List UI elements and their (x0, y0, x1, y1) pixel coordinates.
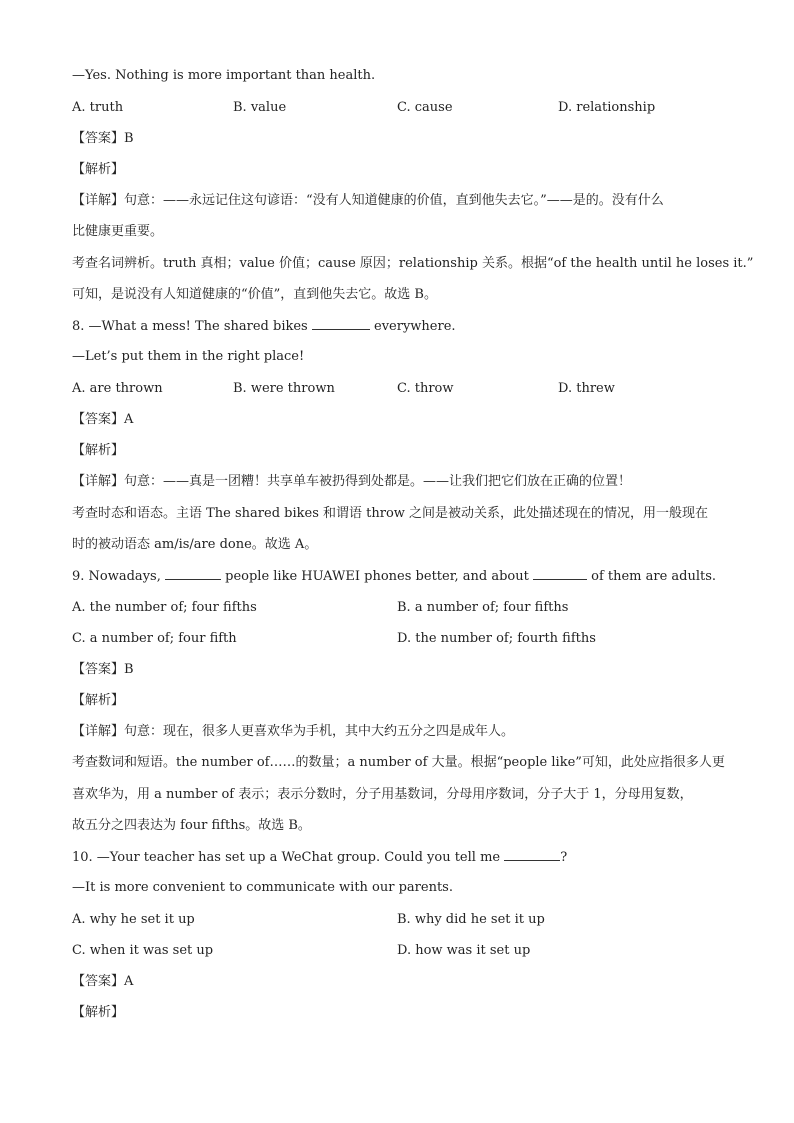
q8-detail-line: 【详解】句意：——真是一团糟！共享单车被扔得到处都是。——让我们把它们放在正确的位置！ (72, 474, 632, 489)
q7-analysis-label: 【解析】 (72, 162, 125, 177)
q8-analysis-label: 【解析】 (72, 443, 125, 458)
q9-detail-line: 喜欢华为，用 a number of 表示；表示分数时，分子用基数词，分母用序数词，分子大于 1，分母用复数， (72, 787, 693, 802)
q10-reply: —It is more convenient to communicate with our parents. (72, 880, 453, 895)
q7-option-c: C. cause (397, 100, 453, 115)
q9-answer: 【答案】B (72, 662, 134, 677)
q8-answer-blank (312, 318, 370, 330)
q10-stem-text: ? (560, 850, 568, 865)
q10-stem-text: 10. —Your teacher has set up a WeChat group. Could you tell me (72, 850, 501, 865)
q9-stem (72, 568, 716, 585)
q10-option-c: C. when it was set up (72, 943, 214, 958)
q10-option-b: B. why did he set it up (397, 912, 545, 927)
q10-answer-blank (504, 849, 560, 861)
q9-option-c: C. a number of; four fifth (72, 631, 237, 646)
q10-stem (72, 849, 567, 866)
q9-detail-line: 考查数词和短语。the number of……的数量；a number of 大量。根据“people like”可知，此处应指很多人更 (72, 755, 725, 770)
q8-stem-text: 8. —What a mess! The shared bikes (72, 319, 308, 334)
q8-option-c: C. throw (397, 381, 454, 396)
q8-stem (72, 318, 456, 335)
q7-detail-line: 可知，是说没有人知道健康的“价值”，直到他失去它。故选 B。 (72, 287, 437, 302)
q8-detail-line: 时的被动语态 am/is/are done。故选 A。 (72, 537, 318, 552)
q9-answer-blank (165, 568, 221, 580)
q7-option-b: B. value (233, 100, 287, 115)
q10-answer: 【答案】A (72, 974, 134, 989)
q8-option-a: A. are thrown (72, 381, 163, 396)
q9-stem-text: 9. Nowadays, (72, 569, 161, 584)
q7-detail-line: 比健康更重要。 (72, 224, 164, 239)
q7-detail-line: 考查名词辨析。truth 真相；value 价值；cause 原因；relationship 关系。根据“of the health until he loses it.” (72, 256, 754, 271)
q10-analysis-label: 【解析】 (72, 1005, 125, 1020)
q7-option-d: D. relationship (558, 100, 656, 115)
q7-detail-line: 【详解】句意：——永远记住这句谚语：“没有人知道健康的价值，直到他失去它。”——是的。没有什么 (72, 193, 664, 208)
q7-option-a: A. truth (72, 100, 124, 115)
q8-answer: 【答案】A (72, 412, 134, 427)
q9-stem-text: of them are adults. (591, 569, 717, 584)
q9-option-d: D. the number of; fourth fifths (397, 631, 596, 646)
q9-detail-line: 【详解】句意：现在，很多人更喜欢华为手机，其中大约五分之四是成年人。 (72, 724, 515, 739)
q9-analysis-label: 【解析】 (72, 693, 125, 708)
q7-reply: —Yes. Nothing is more important than health. (72, 68, 376, 83)
q8-option-d: D. threw (558, 381, 615, 396)
q9-option-b: B. a number of; four fifths (397, 600, 569, 615)
q8-stem-text: everywhere. (374, 319, 456, 334)
q10-option-d: D. how was it set up (397, 943, 531, 958)
q9-stem-text: people like HUAWEI phones better, and about (225, 569, 529, 584)
q8-option-b: B. were thrown (233, 381, 335, 396)
q9-option-a: A. the number of; four fifths (72, 600, 257, 615)
q9-detail-line: 故五分之四表达为 four fifths。故选 B。 (72, 818, 311, 833)
q8-detail-line: 考查时态和语态。主语 The shared bikes 和谓语 throw 之间是被动关系，此处描述现在的情况，用一般现在 (72, 506, 709, 521)
q8-reply: —Let’s put them in the right place! (72, 349, 305, 364)
q9-answer-blank (533, 568, 587, 580)
q10-option-a: A. why he set it up (72, 912, 195, 927)
q7-answer: 【答案】B (72, 131, 134, 146)
